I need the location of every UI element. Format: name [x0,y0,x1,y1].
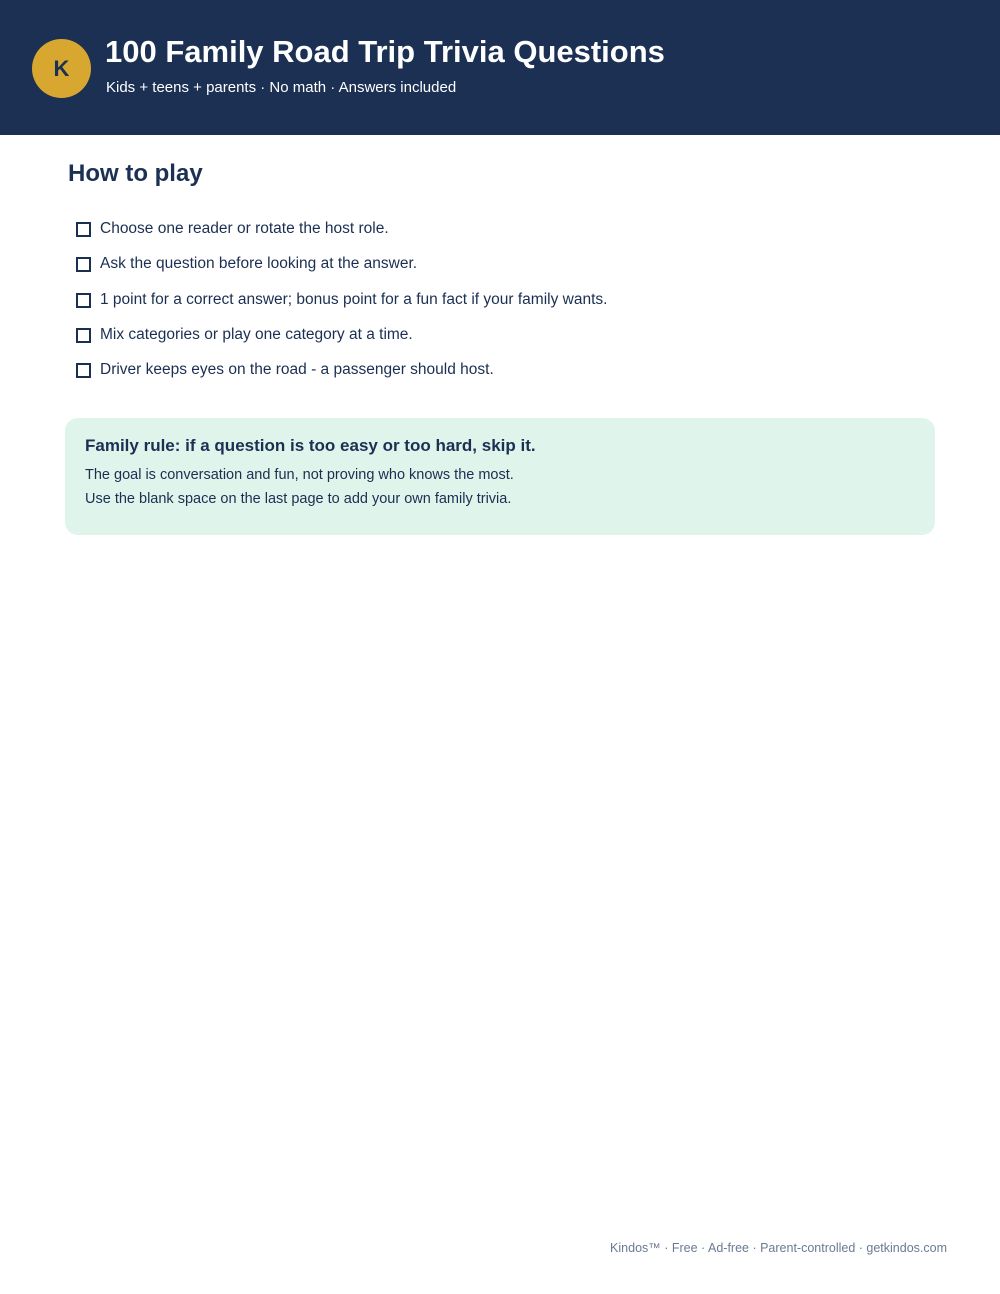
family-rule-line: Use the blank space on the last page to add your own family trivia. [85,491,512,507]
family-rule-callout [65,418,935,535]
checklist-item-label: Choose one reader or rotate the host role. [100,220,389,237]
checkbox-icon[interactable] [76,257,91,272]
checkbox-icon[interactable] [76,222,91,237]
checklist-item-label: 1 point for a correct answer; bonus point for a fun fact if your family wants. [100,290,608,308]
checklist-item [76,289,607,324]
checklist-item-label: Driver keeps eyes on the road - a passenger should host. [100,361,494,379]
checklist-item [76,324,607,359]
page-footer: Kindos™ · Free · Ad-free · Parent-controlled · getkindos.com [610,1241,947,1255]
checklist-item [76,253,607,288]
checklist-item [76,218,607,253]
page-subtitle: Kids + teens + parents · No math · Answers included [106,79,457,96]
checklist-item-label: Mix categories or play one category at a time. [100,325,413,343]
checkbox-icon[interactable] [76,363,91,378]
family-rule-line: The goal is conversation and fun, not proving who knows the most. [85,467,514,483]
page-header [0,0,1000,135]
checkbox-icon[interactable] [76,328,91,343]
family-rule-title: Family rule: if a question is too easy or too hard, skip it. [85,436,536,455]
page-title: 100 Family Road Trip Trivia Questions [105,34,665,69]
checklist-item-label: Ask the question before looking at the answer. [100,255,418,273]
checkbox-icon[interactable] [76,293,91,308]
kindos-logo: K [32,39,91,98]
how-to-play-heading: How to play [68,160,203,187]
how-to-play-checklist [76,218,607,394]
checklist-item [76,359,607,394]
